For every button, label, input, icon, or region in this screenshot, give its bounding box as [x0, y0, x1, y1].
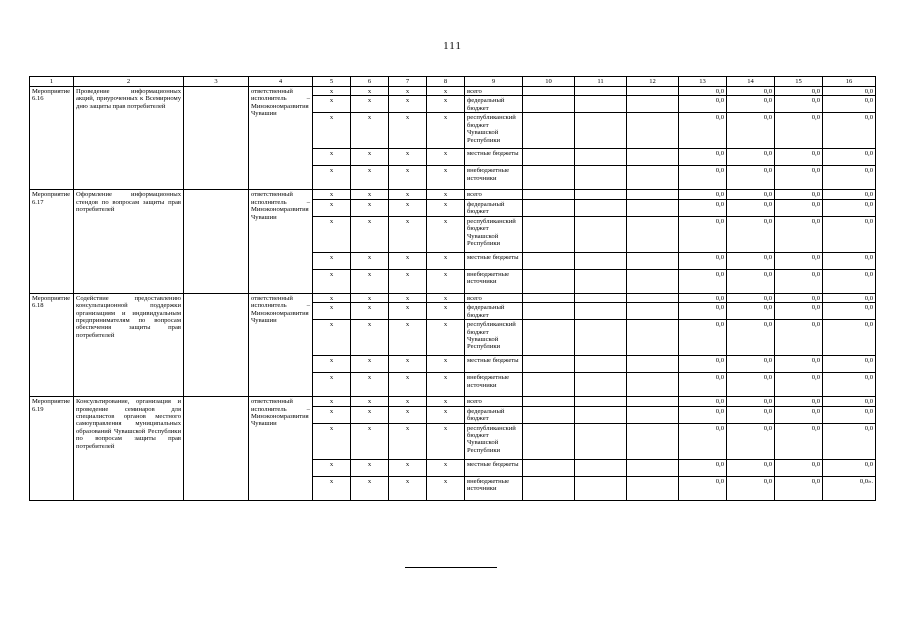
cell-col7: х — [389, 199, 427, 216]
cell-col15: 0,0 — [775, 216, 823, 252]
funding-source: республиканский бюджет Чувашской Республики — [465, 216, 523, 252]
header-col-15: 15 — [775, 77, 823, 87]
cell-col14: 0,0 — [727, 190, 775, 199]
cell-col8: х — [427, 406, 465, 423]
cell-col16: 0,0 — [823, 252, 876, 269]
cell-col8: х — [427, 149, 465, 166]
cell-col5: х — [313, 216, 351, 252]
cell-col15: 0,0 — [775, 423, 823, 459]
cell-col10 — [523, 397, 575, 406]
funding-source: внебюджетные источники — [465, 476, 523, 500]
cell-col14: 0,0 — [727, 216, 775, 252]
cell-col8: х — [427, 252, 465, 269]
cell-col6: х — [351, 216, 389, 252]
cell-col7: х — [389, 87, 427, 96]
cell-col5: х — [313, 303, 351, 320]
cell-col8: х — [427, 269, 465, 293]
cell-col8: х — [427, 320, 465, 356]
funding-source: местные бюджеты — [465, 356, 523, 373]
cell-col7: х — [389, 356, 427, 373]
table-row — [30, 397, 876, 406]
cell-col14: 0,0 — [727, 87, 775, 96]
header-col-2: 2 — [74, 77, 184, 87]
table-body — [30, 87, 876, 501]
funding-source: местные бюджеты — [465, 149, 523, 166]
cell-col12 — [627, 356, 679, 373]
cell-col15: 0,0 — [775, 96, 823, 113]
cell-col5: х — [313, 406, 351, 423]
cell-col7: х — [389, 423, 427, 459]
cell-col14: 0,0 — [727, 397, 775, 406]
cell-col16: 0,0 — [823, 190, 876, 199]
cell-col13: 0,0 — [679, 320, 727, 356]
cell-col5: х — [313, 113, 351, 149]
funding-source: республиканский бюджет Чувашской Республики — [465, 113, 523, 149]
cell-col14: 0,0 — [727, 373, 775, 397]
cell-col6: х — [351, 397, 389, 406]
cell-col7: х — [389, 406, 427, 423]
cell-col14: 0,0 — [727, 293, 775, 302]
table-row — [30, 87, 876, 96]
measure-name: Содействие предоставлению консультационной поддержки организациям и индивидуальным предпринимателям по вопросам обеспечения защиты прав потребителей — [74, 293, 184, 396]
cell-col7: х — [389, 113, 427, 149]
cell-col15: 0,0 — [775, 459, 823, 476]
cell-col13: 0,0 — [679, 373, 727, 397]
cell-col12 — [627, 293, 679, 302]
cell-col7: х — [389, 149, 427, 166]
cell-col12 — [627, 149, 679, 166]
cell-col13: 0,0 — [679, 293, 727, 302]
cell-col8: х — [427, 373, 465, 397]
cell-col11 — [575, 356, 627, 373]
cell-col15: 0,0 — [775, 303, 823, 320]
cell-col6: х — [351, 252, 389, 269]
cell-col15: 0,0 — [775, 397, 823, 406]
cell-col6: х — [351, 373, 389, 397]
cell-col10 — [523, 149, 575, 166]
cell-col7: х — [389, 269, 427, 293]
cell-col10 — [523, 190, 575, 199]
funding-source: местные бюджеты — [465, 252, 523, 269]
cell-col15: 0,0 — [775, 293, 823, 302]
cell-col11 — [575, 476, 627, 500]
cell-col5: х — [313, 87, 351, 96]
cell-col10 — [523, 356, 575, 373]
cell-col16: 0,0 — [823, 373, 876, 397]
cell-col14: 0,0 — [727, 252, 775, 269]
cell-col8: х — [427, 96, 465, 113]
funding-source: федеральный бюджет — [465, 96, 523, 113]
cell-col5: х — [313, 476, 351, 500]
header-col-16: 16 — [823, 77, 876, 87]
header-col-1: 1 — [30, 77, 74, 87]
cell-col14: 0,0 — [727, 269, 775, 293]
cell-col15: 0,0 — [775, 190, 823, 199]
measure-name: Консультирование, организация и проведение семинаров для специалистов органов местного самоуправления муниципальных образований Чувашской Республики по вопросам защиты прав потребителей — [74, 397, 184, 500]
cell-col10 — [523, 423, 575, 459]
cell-col10 — [523, 216, 575, 252]
cell-col13: 0,0 — [679, 303, 727, 320]
cell-col16: 0,0». — [823, 476, 876, 500]
cell-col15: 0,0 — [775, 149, 823, 166]
cell-col12 — [627, 303, 679, 320]
cell-col6: х — [351, 293, 389, 302]
measure-executor: ответственный исполнитель – Минэкономразвития Чувашии — [249, 87, 313, 190]
cell-col5: х — [313, 166, 351, 190]
cell-col15: 0,0 — [775, 406, 823, 423]
cell-col12 — [627, 199, 679, 216]
cell-col5: х — [313, 252, 351, 269]
cell-col13: 0,0 — [679, 113, 727, 149]
funding-source: внебюджетные источники — [465, 269, 523, 293]
cell-col12 — [627, 216, 679, 252]
cell-col15: 0,0 — [775, 199, 823, 216]
cell-col15: 0,0 — [775, 269, 823, 293]
cell-col6: х — [351, 269, 389, 293]
header-col-10: 10 — [523, 77, 575, 87]
cell-col7: х — [389, 459, 427, 476]
measure-col3 — [184, 293, 249, 396]
cell-col15: 0,0 — [775, 166, 823, 190]
header-col-13: 13 — [679, 77, 727, 87]
cell-col7: х — [389, 476, 427, 500]
cell-col10 — [523, 166, 575, 190]
measure-code: Мероприятие 6.16 — [30, 87, 74, 190]
cell-col16: 0,0 — [823, 113, 876, 149]
cell-col16: 0,0 — [823, 406, 876, 423]
cell-col6: х — [351, 423, 389, 459]
cell-col11 — [575, 149, 627, 166]
cell-col14: 0,0 — [727, 166, 775, 190]
cell-col6: х — [351, 303, 389, 320]
cell-col15: 0,0 — [775, 476, 823, 500]
cell-col16: 0,0 — [823, 149, 876, 166]
measure-executor: ответственный исполнитель – Минэкономразвития Чувашии — [249, 397, 313, 500]
cell-col7: х — [389, 216, 427, 252]
cell-col12 — [627, 252, 679, 269]
funding-source: внебюджетные источники — [465, 166, 523, 190]
cell-col13: 0,0 — [679, 149, 727, 166]
cell-col16: 0,0 — [823, 96, 876, 113]
cell-col7: х — [389, 293, 427, 302]
cell-col7: х — [389, 320, 427, 356]
header-col-14: 14 — [727, 77, 775, 87]
measure-executor: ответственный исполнитель – Минэкономразвития Чувашии — [249, 293, 313, 396]
funding-source: всего — [465, 293, 523, 302]
cell-col12 — [627, 320, 679, 356]
cell-col13: 0,0 — [679, 269, 727, 293]
cell-col11 — [575, 423, 627, 459]
cell-col6: х — [351, 166, 389, 190]
cell-col6: х — [351, 199, 389, 216]
cell-col8: х — [427, 476, 465, 500]
cell-col14: 0,0 — [727, 356, 775, 373]
cell-col11 — [575, 113, 627, 149]
funding-source: республиканский бюджет Чувашской Республики — [465, 423, 523, 459]
table-row — [30, 190, 876, 199]
cell-col12 — [627, 476, 679, 500]
cell-col14: 0,0 — [727, 199, 775, 216]
cell-col13: 0,0 — [679, 476, 727, 500]
cell-col16: 0,0 — [823, 293, 876, 302]
cell-col16: 0,0 — [823, 199, 876, 216]
cell-col13: 0,0 — [679, 356, 727, 373]
cell-col5: х — [313, 356, 351, 373]
cell-col13: 0,0 — [679, 87, 727, 96]
cell-col14: 0,0 — [727, 149, 775, 166]
cell-col13: 0,0 — [679, 216, 727, 252]
measure-code: Мероприятие 6.19 — [30, 397, 74, 500]
cell-col6: х — [351, 406, 389, 423]
cell-col11 — [575, 293, 627, 302]
cell-col11 — [575, 96, 627, 113]
funding-source: всего — [465, 190, 523, 199]
cell-col13: 0,0 — [679, 190, 727, 199]
cell-col13: 0,0 — [679, 252, 727, 269]
cell-col8: х — [427, 356, 465, 373]
cell-col13: 0,0 — [679, 166, 727, 190]
cell-col10 — [523, 320, 575, 356]
measure-col3 — [184, 190, 249, 293]
funding-source: всего — [465, 87, 523, 96]
cell-col11 — [575, 320, 627, 356]
cell-col14: 0,0 — [727, 320, 775, 356]
cell-col6: х — [351, 87, 389, 96]
cell-col12 — [627, 373, 679, 397]
header-col-4: 4 — [249, 77, 313, 87]
cell-col5: х — [313, 149, 351, 166]
cell-col6: х — [351, 96, 389, 113]
cell-col11 — [575, 87, 627, 96]
cell-col14: 0,0 — [727, 459, 775, 476]
cell-col16: 0,0 — [823, 303, 876, 320]
cell-col12 — [627, 406, 679, 423]
cell-col7: х — [389, 166, 427, 190]
measure-code: Мероприятие 6.17 — [30, 190, 74, 293]
measure-code: Мероприятие 6.18 — [30, 293, 74, 396]
cell-col6: х — [351, 149, 389, 166]
cell-col7: х — [389, 373, 427, 397]
cell-col16: 0,0 — [823, 269, 876, 293]
cell-col7: х — [389, 397, 427, 406]
cell-col10 — [523, 96, 575, 113]
cell-col13: 0,0 — [679, 423, 727, 459]
cell-col5: х — [313, 397, 351, 406]
cell-col13: 0,0 — [679, 459, 727, 476]
cell-col10 — [523, 476, 575, 500]
cell-col16: 0,0 — [823, 356, 876, 373]
header-col-11: 11 — [575, 77, 627, 87]
cell-col10 — [523, 406, 575, 423]
cell-col6: х — [351, 113, 389, 149]
cell-col5: х — [313, 190, 351, 199]
cell-col7: х — [389, 96, 427, 113]
cell-col11 — [575, 406, 627, 423]
funding-source: местные бюджеты — [465, 459, 523, 476]
header-row — [30, 77, 876, 87]
cell-col10 — [523, 293, 575, 302]
funding-source: федеральный бюджет — [465, 199, 523, 216]
cell-col5: х — [313, 320, 351, 356]
cell-col7: х — [389, 190, 427, 199]
cell-col14: 0,0 — [727, 406, 775, 423]
cell-col7: х — [389, 252, 427, 269]
funding-source: внебюджетные источники — [465, 373, 523, 397]
cell-col6: х — [351, 459, 389, 476]
cell-col8: х — [427, 293, 465, 302]
cell-col15: 0,0 — [775, 113, 823, 149]
cell-col15: 0,0 — [775, 87, 823, 96]
cell-col8: х — [427, 199, 465, 216]
cell-col10 — [523, 252, 575, 269]
cell-col13: 0,0 — [679, 397, 727, 406]
cell-col10 — [523, 113, 575, 149]
cell-col13: 0,0 — [679, 199, 727, 216]
footer-rule — [405, 567, 497, 568]
cell-col10 — [523, 373, 575, 397]
table-row — [30, 293, 876, 302]
cell-col11 — [575, 373, 627, 397]
cell-col10 — [523, 269, 575, 293]
cell-col5: х — [313, 269, 351, 293]
cell-col12 — [627, 96, 679, 113]
cell-col8: х — [427, 216, 465, 252]
measure-executor: ответственный исполнитель – Минэкономразвития Чувашии — [249, 190, 313, 293]
cell-col11 — [575, 269, 627, 293]
cell-col6: х — [351, 356, 389, 373]
cell-col13: 0,0 — [679, 406, 727, 423]
cell-col6: х — [351, 320, 389, 356]
cell-col11 — [575, 190, 627, 199]
cell-col11 — [575, 397, 627, 406]
cell-col8: х — [427, 303, 465, 320]
cell-col16: 0,0 — [823, 216, 876, 252]
header-col-12: 12 — [627, 77, 679, 87]
cell-col10 — [523, 87, 575, 96]
funding-source: республиканский бюджет Чувашской Республики — [465, 320, 523, 356]
cell-col6: х — [351, 476, 389, 500]
cell-col15: 0,0 — [775, 373, 823, 397]
measure-name: Проведение информационных акций, приуроченных к Всемирному дню защиты прав потребителей — [74, 87, 184, 190]
cell-col12 — [627, 269, 679, 293]
measure-col3 — [184, 397, 249, 500]
cell-col14: 0,0 — [727, 423, 775, 459]
cell-col8: х — [427, 397, 465, 406]
cell-col8: х — [427, 113, 465, 149]
page-number: 111 — [443, 40, 462, 52]
cell-col8: х — [427, 423, 465, 459]
cell-col15: 0,0 — [775, 252, 823, 269]
program-table — [29, 76, 876, 501]
cell-col5: х — [313, 96, 351, 113]
cell-col15: 0,0 — [775, 356, 823, 373]
cell-col12 — [627, 113, 679, 149]
cell-col5: х — [313, 199, 351, 216]
cell-col10 — [523, 459, 575, 476]
cell-col11 — [575, 252, 627, 269]
header-col-5: 5 — [313, 77, 351, 87]
measure-name: Оформление информационных стендов по вопросам защиты прав потребителей — [74, 190, 184, 293]
cell-col11 — [575, 199, 627, 216]
header-col-9: 9 — [465, 77, 523, 87]
cell-col5: х — [313, 293, 351, 302]
cell-col15: 0,0 — [775, 320, 823, 356]
funding-source: федеральный бюджет — [465, 406, 523, 423]
cell-col11 — [575, 166, 627, 190]
cell-col12 — [627, 166, 679, 190]
funding-source: федеральный бюджет — [465, 303, 523, 320]
header-col-7: 7 — [389, 77, 427, 87]
header-col-8: 8 — [427, 77, 465, 87]
cell-col12 — [627, 397, 679, 406]
cell-col11 — [575, 459, 627, 476]
cell-col7: х — [389, 303, 427, 320]
cell-col16: 0,0 — [823, 423, 876, 459]
cell-col16: 0,0 — [823, 397, 876, 406]
cell-col5: х — [313, 373, 351, 397]
cell-col11 — [575, 216, 627, 252]
cell-col13: 0,0 — [679, 96, 727, 113]
cell-col8: х — [427, 87, 465, 96]
cell-col16: 0,0 — [823, 166, 876, 190]
cell-col10 — [523, 303, 575, 320]
cell-col12 — [627, 423, 679, 459]
header-col-6: 6 — [351, 77, 389, 87]
measure-col3 — [184, 87, 249, 190]
funding-source: всего — [465, 397, 523, 406]
cell-col8: х — [427, 166, 465, 190]
cell-col5: х — [313, 459, 351, 476]
cell-col14: 0,0 — [727, 303, 775, 320]
cell-col12 — [627, 87, 679, 96]
cell-col10 — [523, 199, 575, 216]
cell-col8: х — [427, 459, 465, 476]
cell-col6: х — [351, 190, 389, 199]
header-col-3: 3 — [184, 77, 249, 87]
cell-col12 — [627, 190, 679, 199]
cell-col11 — [575, 303, 627, 320]
cell-col14: 0,0 — [727, 476, 775, 500]
cell-col16: 0,0 — [823, 459, 876, 476]
cell-col12 — [627, 459, 679, 476]
cell-col14: 0,0 — [727, 96, 775, 113]
cell-col14: 0,0 — [727, 113, 775, 149]
cell-col16: 0,0 — [823, 320, 876, 356]
cell-col8: х — [427, 190, 465, 199]
cell-col16: 0,0 — [823, 87, 876, 96]
cell-col5: х — [313, 423, 351, 459]
